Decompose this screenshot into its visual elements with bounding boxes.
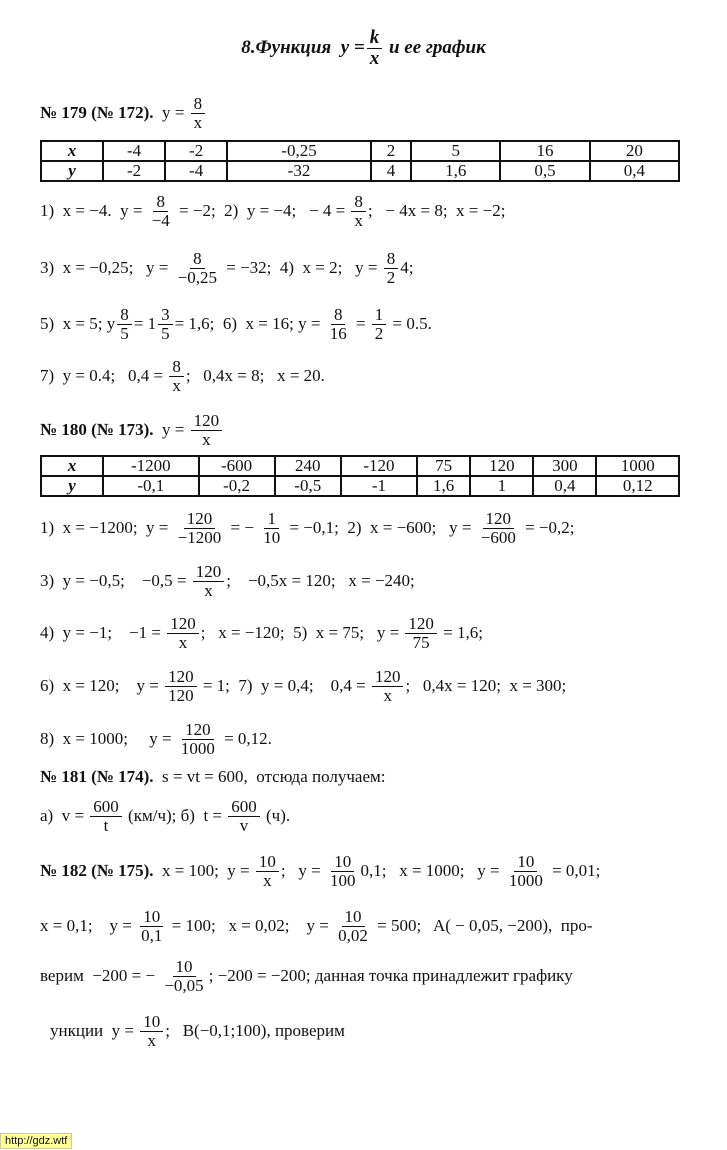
text: = 1; 7) y = 0,4; 0,4 = (198, 676, 370, 695)
text: y = (153, 420, 189, 439)
table-cell: 1,6 (417, 476, 470, 496)
text: 1) x = −4. y = (40, 201, 147, 220)
problem-number: № 180 (№ 173). (40, 420, 154, 439)
numerator: 1 (264, 510, 279, 529)
text: 4; (400, 258, 414, 277)
text: 8) x = 1000; y = (40, 729, 176, 748)
fraction (140, 1013, 163, 1050)
numerator: 120 (193, 563, 225, 582)
fraction (138, 908, 165, 945)
solution-line (40, 901, 593, 951)
denominator: x (147, 1030, 156, 1050)
text: = 1 (133, 314, 157, 333)
text: 1) x = −1200; y = (40, 518, 173, 537)
numerator: 120 (167, 615, 199, 634)
table-cell: -4 (103, 141, 165, 161)
table-cell: -0,5 (275, 476, 341, 496)
table-row-x (41, 141, 679, 161)
denominator: x (263, 870, 272, 890)
solution-line (40, 243, 413, 293)
text: 5) x = 5; y (40, 314, 116, 333)
denominator: x (178, 632, 188, 652)
text: ; − 4x = 8; x = −2; (367, 201, 506, 220)
text: 4) y = −1; −1 = (40, 623, 166, 642)
numerator: 8 (190, 250, 205, 269)
denominator: x (202, 429, 211, 449)
numerator: 10 (514, 853, 537, 872)
text: (ч). (261, 806, 291, 825)
table-cell: 4 (371, 161, 411, 181)
table-cell: -1200 (103, 456, 199, 476)
table-cell: -4 (165, 161, 227, 181)
row-header: x (41, 141, 103, 161)
table-cell: 300 (533, 456, 596, 476)
problem-number: № 179 (№ 172). (40, 103, 154, 122)
denominator: 2 (374, 323, 384, 343)
fraction (191, 412, 223, 449)
denominator: 5 (120, 323, 129, 343)
row-header: x (41, 456, 103, 476)
text: x = 100; y = (153, 861, 254, 880)
denominator: 100 (329, 870, 356, 890)
fraction (175, 510, 225, 547)
denominator: 16 (329, 323, 347, 343)
fraction (506, 853, 546, 890)
table-cell: -0,1 (103, 476, 199, 496)
numerator: 10 (331, 853, 354, 872)
text: x = 0,1; y = (40, 916, 137, 935)
denominator: x (369, 47, 380, 69)
table-cell: -32 (227, 161, 371, 181)
numerator: 8 (351, 193, 366, 212)
numerator: 120 (184, 510, 216, 529)
fraction (165, 668, 197, 705)
fraction (256, 853, 279, 890)
denominator: 1000 (180, 738, 215, 758)
table-cell: 120 (470, 456, 533, 476)
text: = 0.5. (388, 314, 432, 333)
numerator: k (367, 28, 383, 49)
table-cell: 75 (417, 456, 470, 476)
text: = 0,12. (219, 729, 272, 748)
fraction (169, 358, 184, 395)
text: ; −200 = −200; данная точка принадлежит графику (208, 966, 573, 985)
fraction (117, 306, 132, 343)
solution-line (40, 503, 574, 553)
text: ; y = (280, 861, 325, 880)
text: 3) y = −0,5; −0,5 = (40, 571, 191, 590)
numerator: 8 (117, 306, 132, 325)
denominator: −0,05 (164, 975, 204, 995)
values-table-180 (40, 455, 680, 497)
table-cell: 1 (470, 476, 533, 496)
table-cell: 0,12 (596, 476, 679, 496)
fraction (384, 250, 399, 287)
table-cell: 5 (411, 141, 500, 161)
text: 0,1; x = 1000; y = (360, 861, 504, 880)
row-header: y (41, 476, 103, 496)
denominator: 0,02 (338, 925, 368, 945)
fraction (158, 306, 173, 343)
problem-header (40, 88, 207, 138)
denominator: x (204, 580, 213, 600)
denominator: 0,1 (141, 925, 163, 945)
fraction (90, 798, 122, 835)
source-link[interactable]: http://gdz.wtf (0, 1133, 72, 1149)
text: = − (226, 518, 259, 537)
text: y = (153, 103, 189, 122)
numerator: 120 (182, 721, 214, 740)
fraction (351, 193, 366, 230)
table-cell: -2 (103, 161, 165, 181)
text: = −0,1; 2) x = −600; y = (285, 518, 476, 537)
text: 6) x = 120; y = (40, 676, 164, 695)
row-header: y (41, 161, 103, 181)
text: = 1,6; (438, 623, 483, 642)
problem-number: № 182 (№ 175). (40, 861, 154, 880)
values-table-179 (40, 140, 680, 182)
solution-line (50, 1006, 345, 1056)
fraction (228, 798, 260, 835)
numerator: 120 (191, 412, 223, 431)
numerator: 8 (384, 250, 399, 269)
text: = −32; 4) x = 2; y = (222, 258, 382, 277)
text: = −2; 2) y = −4; − 4 = (174, 201, 350, 220)
numerator: 1 (372, 306, 387, 325)
table-cell: 0,4 (533, 476, 596, 496)
denominator: 1000 (508, 870, 543, 890)
numerator: 8 (169, 358, 184, 377)
numerator: 10 (256, 853, 279, 872)
solution-line (40, 608, 483, 658)
text: ; −0,5x = 120; x = −240; (226, 571, 415, 590)
solution-line (40, 661, 566, 711)
table-cell: 240 (275, 456, 341, 476)
text: = 100; x = 0,02; y = (167, 916, 334, 935)
fraction (167, 615, 199, 652)
denominator: v (239, 815, 249, 835)
fraction (191, 95, 206, 132)
denominator: −4 (151, 210, 170, 230)
numerator: 10 (140, 908, 163, 927)
table-cell: -600 (199, 456, 275, 476)
fraction (327, 853, 359, 890)
text: ункции y = (50, 1021, 139, 1040)
numerator: 10 (342, 908, 365, 927)
numerator: 600 (90, 798, 122, 817)
solution-line (40, 299, 432, 349)
text: верим −200 = − (40, 966, 160, 985)
fraction (260, 510, 283, 547)
text: s = vt = 600, отсюда получаем: (153, 767, 386, 786)
table-cell: -0,25 (227, 141, 371, 161)
denominator: x (193, 112, 203, 132)
table-cell: 16 (500, 141, 589, 161)
title-suffix: и ее график (384, 37, 486, 59)
numerator: 8 (331, 306, 346, 325)
fraction (149, 193, 173, 230)
problem-number: № 181 (№ 174). (40, 767, 154, 786)
title-fraction (367, 28, 383, 69)
table-row-y (41, 161, 679, 181)
denominator: −600 (480, 527, 516, 547)
fraction (161, 958, 206, 995)
solution-line (40, 351, 325, 401)
text: 3) x = −0,25; y = (40, 258, 173, 277)
table-cell: -1 (341, 476, 417, 496)
text: = 0,01; (547, 861, 601, 880)
fraction (405, 615, 437, 652)
fraction (193, 563, 225, 600)
problem-header (40, 846, 600, 896)
denominator: t (103, 815, 109, 835)
numerator: 120 (483, 510, 515, 529)
table-cell: 1,6 (411, 161, 500, 181)
numerator: 3 (158, 306, 173, 325)
problem-header (40, 405, 224, 455)
denominator: x (172, 375, 181, 395)
text: а) v = (40, 806, 89, 825)
section-title (0, 28, 727, 69)
fraction (175, 250, 220, 287)
text: ; 0,4x = 8; x = 20. (185, 366, 325, 385)
text: = 1,6; 6) x = 16; y = (174, 314, 325, 333)
numerator: 600 (228, 798, 260, 817)
table-cell: 0,4 (590, 161, 679, 181)
table-cell: -120 (341, 456, 417, 476)
fraction (372, 306, 387, 343)
text: = (351, 314, 370, 333)
title-prefix: 8.Функция y = (241, 37, 365, 59)
text: 7) y = 0.4; 0,4 = (40, 366, 168, 385)
numerator: 10 (140, 1013, 163, 1032)
table-cell: -2 (165, 141, 227, 161)
numerator: 8 (191, 95, 206, 114)
numerator: 120 (372, 668, 404, 687)
fraction (372, 668, 404, 705)
numerator: 8 (153, 193, 168, 212)
denominator: x (383, 685, 392, 705)
table-cell: 0,5 (500, 161, 589, 181)
denominator: 75 (412, 632, 430, 652)
table-cell: 20 (590, 141, 679, 161)
solution-line (40, 791, 290, 841)
solution-line (40, 556, 415, 606)
table-row-y (41, 476, 679, 496)
fraction (478, 510, 519, 547)
denominator: 10 (263, 527, 281, 547)
numerator: 120 (405, 615, 437, 634)
denominator: 120 (168, 685, 194, 705)
table-cell: 1000 (596, 456, 679, 476)
solution-line (40, 951, 573, 1001)
text: ; B(−0,1;100), проверим (165, 1021, 345, 1040)
denominator: −0,25 (177, 267, 217, 287)
text: = 500; A( − 0,05, −200), про- (372, 916, 593, 935)
denominator: 5 (161, 323, 170, 343)
numerator: 10 (173, 958, 196, 977)
denominator: x (354, 210, 363, 230)
table-row-x (41, 456, 679, 476)
denominator: −1200 (177, 527, 222, 547)
text: ; x = −120; 5) x = 75; y = (200, 623, 404, 642)
text: = −0,2; (520, 518, 575, 537)
table-cell: 2 (371, 141, 411, 161)
solution-line (40, 186, 505, 236)
text: ; 0,4x = 120; x = 300; (405, 676, 567, 695)
fraction (335, 908, 371, 945)
text: (км/ч); б) t = (123, 806, 227, 825)
denominator: 2 (386, 267, 396, 287)
numerator: 120 (165, 668, 197, 687)
fraction (327, 306, 350, 343)
table-cell: -0,2 (199, 476, 275, 496)
